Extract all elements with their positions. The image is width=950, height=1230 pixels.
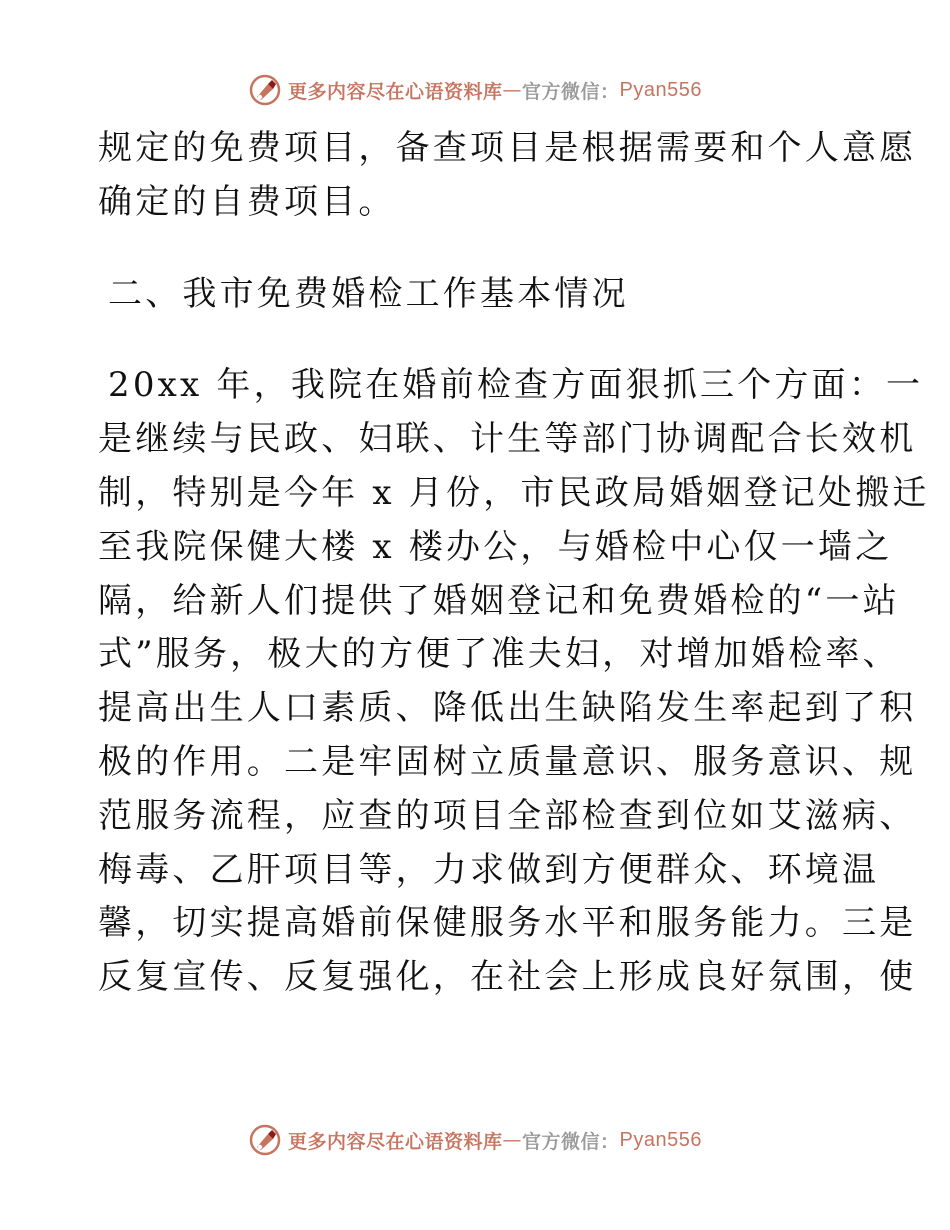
banner-wechat-id: Pyan556 <box>619 78 702 101</box>
body-line: 是继续与民政、妇联、计生等部门协调配合长效机 <box>98 419 917 460</box>
pen-nib-logo-icon <box>248 73 282 107</box>
banner-site-text: 更多内容尽在心语资料库 <box>288 1130 503 1153</box>
body-line: 梅毒、乙肝项目等，力求做到方便群众、环境温 <box>98 849 880 890</box>
banner-wechat-label: 官方微信： <box>522 1130 620 1153</box>
banner-wechat-label: 官方微信： <box>522 80 620 103</box>
banner-dash: — <box>502 79 523 101</box>
pen-nib-logo-icon <box>248 1123 282 1157</box>
banner-site-text: 更多内容尽在心语资料库 <box>288 80 503 103</box>
body-line: 至我院保健大楼 x 楼办公，与婚检中心仅一墙之 <box>98 526 893 567</box>
banner-dash: — <box>502 1129 523 1151</box>
body-line: 式”服务，极大的方便了准夫妇，对增加婚检率、 <box>98 634 900 675</box>
footer-banner <box>0 1120 950 1160</box>
body-line: 反复宣传、反复强化，在社会上形成良好氛围，使 <box>98 957 917 998</box>
body-line: 20xx 年，我院在婚前检查方面狠抓三个方面：一 <box>108 365 924 406</box>
banner-wechat-id: Pyan556 <box>619 1128 702 1151</box>
body-line: 提高出生人口素质、降低出生缺陷发生率起到了积 <box>98 688 917 729</box>
body-line: 制，特别是今年 x 月份，市民政局婚姻登记处搬迁 <box>98 472 930 513</box>
section-heading: 二、我市免费婚检工作基本情况 <box>108 273 629 314</box>
body-line: 极的作用。二是牢固树立质量意识、服务意识、规 <box>98 741 917 782</box>
body-line: 范服务流程，应查的项目全部检查到位如艾滋病、 <box>98 795 917 836</box>
body-line: 馨，切实提高婚前保健服务水平和服务能力。三是 <box>98 903 917 944</box>
header-banner <box>0 70 950 110</box>
document-body <box>98 122 930 1005</box>
body-line: 确定的自费项目。 <box>98 181 396 222</box>
body-line: 隔，给新人们提供了婚姻登记和免费婚检的“一站 <box>98 580 900 621</box>
body-line: 规定的免费项目，备查项目是根据需要和个人意愿 <box>98 128 917 168</box>
